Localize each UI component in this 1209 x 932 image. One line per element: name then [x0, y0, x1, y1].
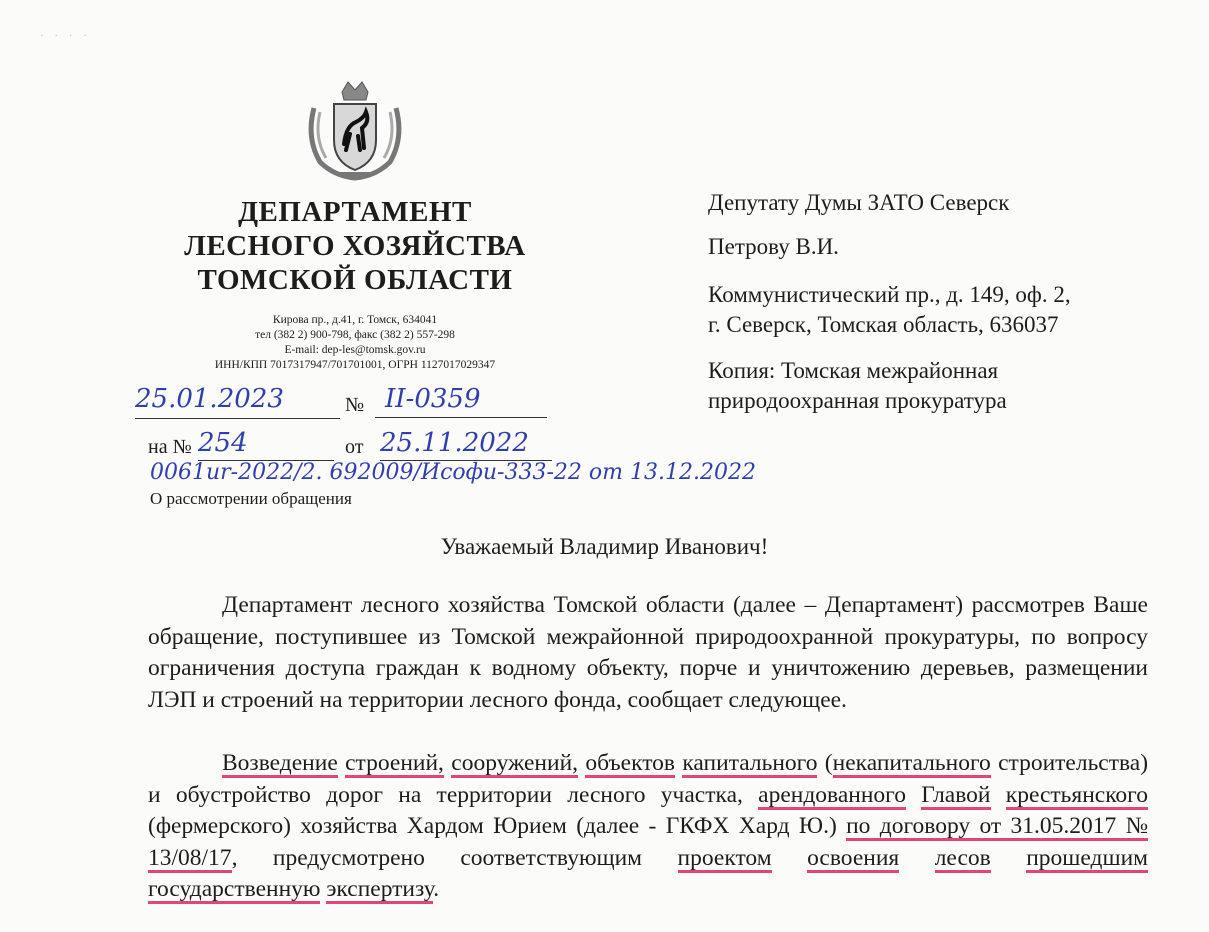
department-email: E-mail: dep-les@tomsk.gov.ru [284, 344, 426, 356]
department-name-line3: ТОМСКОЙ ОБЛАСТИ [197, 264, 513, 296]
underlined-word: лесов [934, 844, 991, 871]
underlined-word: экспертизу [326, 876, 434, 902]
underlined-word: государственную [148, 876, 321, 902]
addressee-line6: природоохранная прокуратура [708, 388, 1007, 413]
underlined-contract: по договору от 31.05.2017 № 13/08/17 [148, 813, 1149, 871]
addressee-line1: Депутату Думы ЗАТО Северск [708, 190, 1010, 215]
reference-number: 254 [198, 428, 334, 461]
reference-number-label: на № [148, 436, 192, 458]
underlined-word: арендованного [758, 781, 906, 808]
body-paragraph-2 [148, 748, 1148, 906]
underlined-word: строений, [345, 750, 444, 776]
underlined-word: объектов [585, 750, 676, 776]
underlined-word: освоения [807, 844, 900, 871]
department-ids: ИНН/КПП 7017317947/701701001, ОГРН 1127017029347 [214, 359, 496, 371]
addressee-line5: Копия: Томская межрайонная [708, 358, 999, 383]
underlined-word: прошедшим [1026, 844, 1149, 871]
text-run: , предусмотрено [231, 844, 425, 871]
underlined-word: Возведение [222, 750, 338, 776]
addressee-line4: г. Северск, Томская область, 636037 [708, 312, 1059, 337]
text-run: (далее - ГКФХ Хард Ю.) [576, 813, 847, 839]
number-label: № [345, 394, 365, 416]
reference-handwritten-note: 0061ur-2022/2. 692009/Исофи-333-22 от 13.12.2022 [150, 460, 756, 485]
underlined-word: Главой [921, 781, 991, 808]
letter-subject: О рассмотрении обращения [150, 489, 352, 508]
text-run: строительства) и обустройство дорог на территории лесного участка, [148, 750, 1149, 808]
scan-artifact: · · · · [40, 30, 91, 42]
department-address: Кирова пр., д.41, г. Томск, 634041 [272, 314, 438, 326]
text-run: ( [817, 750, 833, 776]
underlined-word: сооружений, [451, 750, 579, 776]
underlined-word: проектом [677, 844, 772, 871]
addressee-line3: Коммунистический пр., д. 149, оф. 2, [708, 282, 1071, 307]
coat-of-arms-emblem [300, 78, 410, 182]
greeting: Уважаемый Владимир Иванович! [440, 534, 769, 559]
department-name-line2: ЛЕСНОГО ХОЗЯЙСТВА [184, 230, 526, 262]
text-run: (фермерского) хозяйства Хардом Юрием [148, 813, 567, 839]
text-run: . [433, 876, 440, 902]
reference-date-label: от [345, 436, 364, 458]
outgoing-number: II-0359 [375, 384, 547, 418]
underlined-word: некапитального [832, 750, 991, 776]
body-paragraph-1: Департамент лесного хозяйства Томской области (далее – Департамент) рассмотрев Ваше обращение, поступившее из Томской межрайонной природоохранной прокуратуры, по вопросу ограничения доступа граждан к водному объекту, порче и уничтожению деревьев, размещении ЛЭП и строений на территории лесного фонда, сообщает следующее. [148, 592, 1148, 713]
underlined-word: крестьянского [1005, 781, 1148, 808]
department-phone: тел (382 2) 900-798, факс (382 2) 557-298 [255, 329, 455, 341]
outgoing-date: 25.01.2023 [135, 384, 340, 419]
department-name-line1: ДЕПАРТАМЕНТ [238, 196, 472, 228]
reference-date: 25.11.2022 [380, 428, 552, 461]
underlined-word: капитального [682, 750, 818, 776]
text-run: соответствующим [460, 844, 678, 871]
addressee-line2: Петрову В.И. [708, 234, 839, 259]
